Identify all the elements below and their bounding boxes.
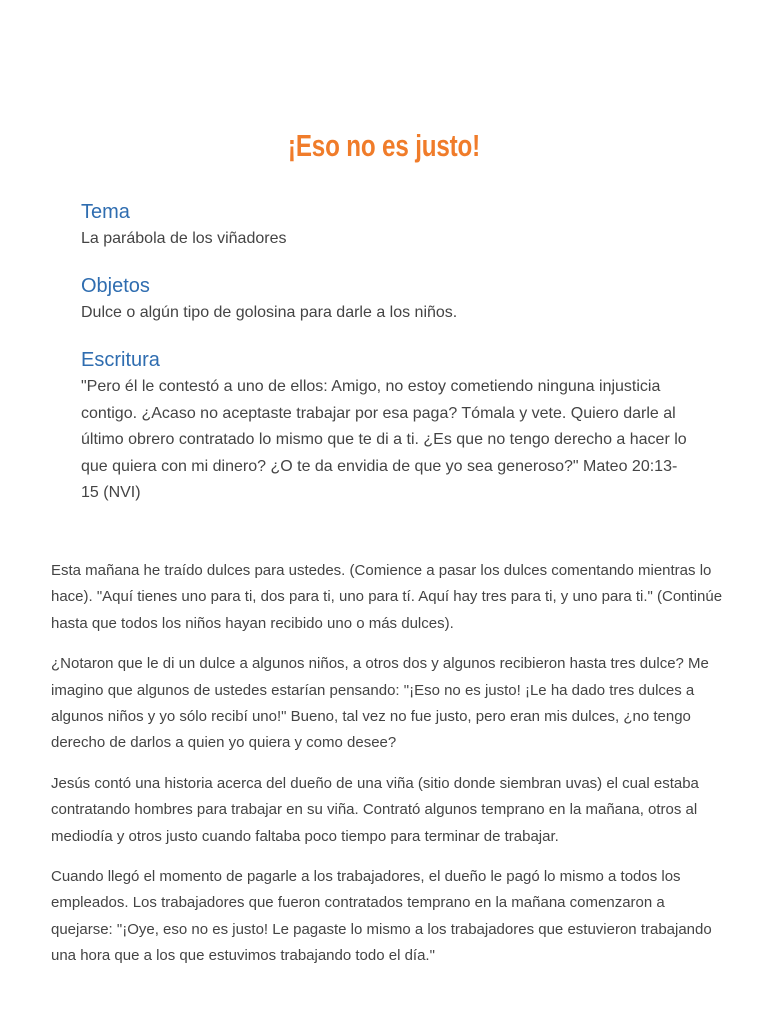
section-tema	[81, 198, 701, 252]
objetos-text: Dulce o algún tipo de golosina para darle a los niños.	[81, 304, 458, 321]
body-paragraph-3: Jesús contó una historia acerca del dueño de una viña (sitio donde siembran uvas) el cual estaba contratando hombres para trabajar en su viña. Contrató algunos temprano en la mañana, otros al mediodía y otros justo cuando faltaba poco tiempo para terminar de trabajar.	[51, 774, 699, 845]
scripture-quote: "Pero él le contestó a uno de ellos: Amigo, no estoy cometiendo ninguna injusticia contigo. ¿Acaso no aceptaste trabajar por esa paga? Tómala y vete. Quiero darle al último obrero contratado lo mismo que te di a ti. ¿Es que no tengo derecho a hacer lo que quiera con mi dinero? ¿O te da envidia de que yo sea generoso?" Mateo 20:13-15 (NVI)	[81, 378, 687, 501]
body-paragraph-4: Cuando llegó el momento de pagarle a los trabajadores, el dueño le pagó lo mismo a todos los empleados. Los trabajadores que fueron contratados temprano en la mañana comenzaron a quejarse: "¡Oye, eso no es justo! Le pagaste lo mismo a los trabajadores que estuvieron trabajando una hora que a los que estuvimos trabajando todo el día."	[51, 868, 712, 965]
escritura-heading: Escritura	[81, 349, 160, 371]
objetos-heading: Objetos	[81, 275, 150, 297]
lesson-body	[51, 558, 723, 984]
section-escritura	[81, 346, 701, 507]
section-objetos	[81, 272, 701, 326]
tema-text: La parábola de los viñadores	[81, 230, 287, 247]
tema-heading: Tema	[81, 201, 130, 223]
page-title: ¡Eso no es justo!	[287, 127, 481, 163]
lesson-metadata	[81, 198, 701, 507]
body-paragraph-1: Esta mañana he traído dulces para ustedes. (Comience a pasar los dulces comentando mientras lo hace). "Aquí tienes uno para ti, dos para ti, uno para tí. Aquí hay tres para ti, y uno para ti." (Continúe hasta que todos los niños hayan recibido uno o más dulces).	[51, 562, 723, 632]
body-paragraph-2: ¿Notaron que le di un dulce a algunos niños, a otros dos y algunos recibieron hasta tres dulce? Me imagino que algunos de ustedes estarían pensando: "¡Eso no es justo! ¡Le ha dado tres dulces a algunos niños y yo sólo recibí uno!" Bueno, tal vez no fue justo, pero eran mis dulces, ¿no tengo derecho de darlos a quien yo quiera y como desee?	[51, 655, 709, 752]
